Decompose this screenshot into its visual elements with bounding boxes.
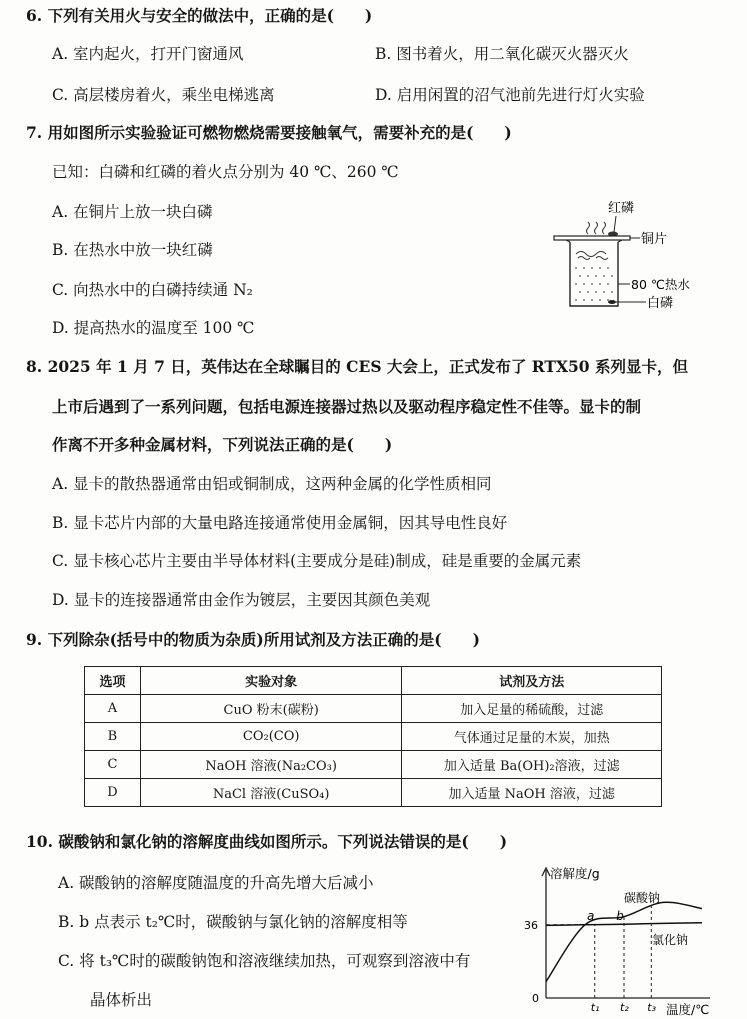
point-label-b: b (616, 908, 624, 923)
q9-stem: 9. 下列除杂(括号中的物质为杂质)所用试剂及方法正确的是( ) (26, 630, 480, 649)
hot-water (576, 252, 608, 260)
beaker (570, 242, 618, 306)
x-tick-t1: t₁ (590, 1001, 600, 1014)
cell-method: 加入适量 NaOH 溶液，过滤 (402, 779, 662, 807)
cell-subject: CuO 粉末(碳粉) (140, 695, 402, 723)
table-row[interactable] (85, 751, 662, 779)
table-row[interactable] (85, 695, 662, 723)
pointer-red-phosphorus (614, 216, 616, 232)
q7-option-b[interactable]: B. 在热水中放一块红磷 (52, 241, 213, 259)
q10-option-a[interactable]: A. 碳酸钠的溶解度随温度的升高先增大后减小 (58, 874, 374, 892)
y-tick-36: 36 (524, 919, 538, 932)
label-copper-plate: 铜片 (641, 232, 668, 247)
label-white-phosphorus: 白磷 (647, 296, 674, 311)
cell-method: 加入适量 Ba(OH)₂溶液，过滤 (402, 751, 662, 779)
label-red-phosphorus: 红磷 (608, 201, 635, 216)
apparatus-figure (548, 196, 718, 316)
cell-option: B (85, 723, 141, 751)
cell-method: 加入足量的稀硫酸，过滤 (402, 695, 662, 723)
cell-option: D (85, 779, 141, 807)
series-label-sodium-chloride: 氯化钠 (652, 933, 689, 947)
q6-option-b[interactable]: B. 图书着火，用二氧化碳灭火器灭火 (375, 45, 629, 63)
water-dots (575, 267, 613, 301)
cell-option: A (85, 695, 141, 723)
q6-option-a[interactable]: A. 室内起火，打开门窗通风 (52, 45, 244, 63)
q8-stem-line2: 上市后遇到了一系列问题，包括电源连接器过热以及驱动程序稳定性不佳等。显卡的制 (52, 397, 642, 416)
label-hot-water: 80 ℃热水 (631, 277, 690, 292)
x-tick-t3: t₃ (647, 1001, 657, 1014)
cell-method: 气体通过足量的木炭，加热 (402, 723, 662, 751)
q7-option-d[interactable]: D. 提高热水的温度至 100 ℃ (52, 319, 255, 337)
header-option: 选项 (85, 667, 141, 695)
cell-subject: NaCl 溶液(CuSO₄) (140, 779, 402, 807)
origin-label: 0 (532, 992, 539, 1005)
q7-option-a[interactable]: A. 在铜片上放一块白磷 (52, 203, 213, 221)
q9-table (84, 666, 662, 807)
q8-option-a[interactable]: A. 显卡的散热器通常由铝或铜制成，这两种金属的化学性质相同 (52, 475, 492, 493)
q6-stem: 6. 下列有关用火与安全的做法中，正确的是( ) (26, 6, 373, 25)
x-tick-t2: t₂ (620, 1001, 629, 1014)
q8-option-b[interactable]: B. 显卡芯片内部的大量电路连接通常使用金属铜，因其导电性良好 (52, 514, 508, 532)
q7-known: 已知：白磷和红磷的着火点分别为 40 ℃、260 ℃ (52, 163, 399, 181)
q10-option-c[interactable]: C. 将 t₃℃时的碳酸钠饱和溶液继续加热，可观察到溶液中有 (58, 952, 471, 970)
q10-option-b[interactable]: B. b 点表示 t₂℃时，碳酸钠与氯化钠的溶解度相等 (58, 913, 408, 931)
y-axis-label: 溶解度/g (550, 866, 600, 881)
q10-stem: 10. 碳酸钠和氯化钠的溶解度曲线如图所示。下列说法错误的是( ) (26, 832, 508, 851)
q8-option-c[interactable]: C. 显卡核心芯片主要由半导体材料(主要成分是硅)制成，硅是重要的金属元素 (52, 552, 582, 570)
q8-option-d[interactable]: D. 显卡的连接器通常由金作为镀层，主要因其颜色美观 (52, 591, 431, 609)
q7-stem: 7. 用如图所示实验验证可燃物燃烧需要接触氧气，需要补充的是( ) (26, 123, 512, 142)
cell-subject: NaOH 溶液(Na₂CO₃) (140, 751, 402, 779)
white-phosphorus-sample (608, 300, 616, 304)
q6-option-d[interactable]: D. 启用闲置的沼气池前先进行灯火实验 (375, 86, 645, 104)
q8-stem-line1: 8. 2025 年 1 月 7 日，英伟达在全球瞩目的 CES 大会上，正式发布了 RTX50 系列显卡，但 (26, 357, 688, 376)
q6-option-c[interactable]: C. 高层楼房着火，乘坐电梯逃离 (52, 86, 275, 104)
table-header-row (85, 667, 662, 695)
steam-lines (587, 222, 606, 234)
cell-option: C (85, 751, 141, 779)
cell-subject: CO₂(CO) (140, 723, 402, 751)
copper-plate (554, 236, 630, 240)
table-row[interactable] (85, 723, 662, 751)
q8-stem-line3: 作离不开多种金属材料，下列说法正确的是( ) (52, 435, 393, 454)
x-axis-label: 温度/℃ (666, 1002, 710, 1016)
header-method: 试剂及方法 (402, 667, 662, 695)
q10-option-c-continued: 晶体析出 (90, 991, 153, 1009)
header-subject: 实验对象 (140, 667, 402, 695)
point-label-a: a (586, 908, 595, 923)
q7-option-c[interactable]: C. 向热水中的白磷持续通 N₂ (52, 281, 253, 299)
series-label-sodium-carbonate: 碳酸钠 (624, 891, 661, 905)
solubility-chart (520, 862, 742, 1016)
table-row[interactable] (85, 779, 662, 807)
